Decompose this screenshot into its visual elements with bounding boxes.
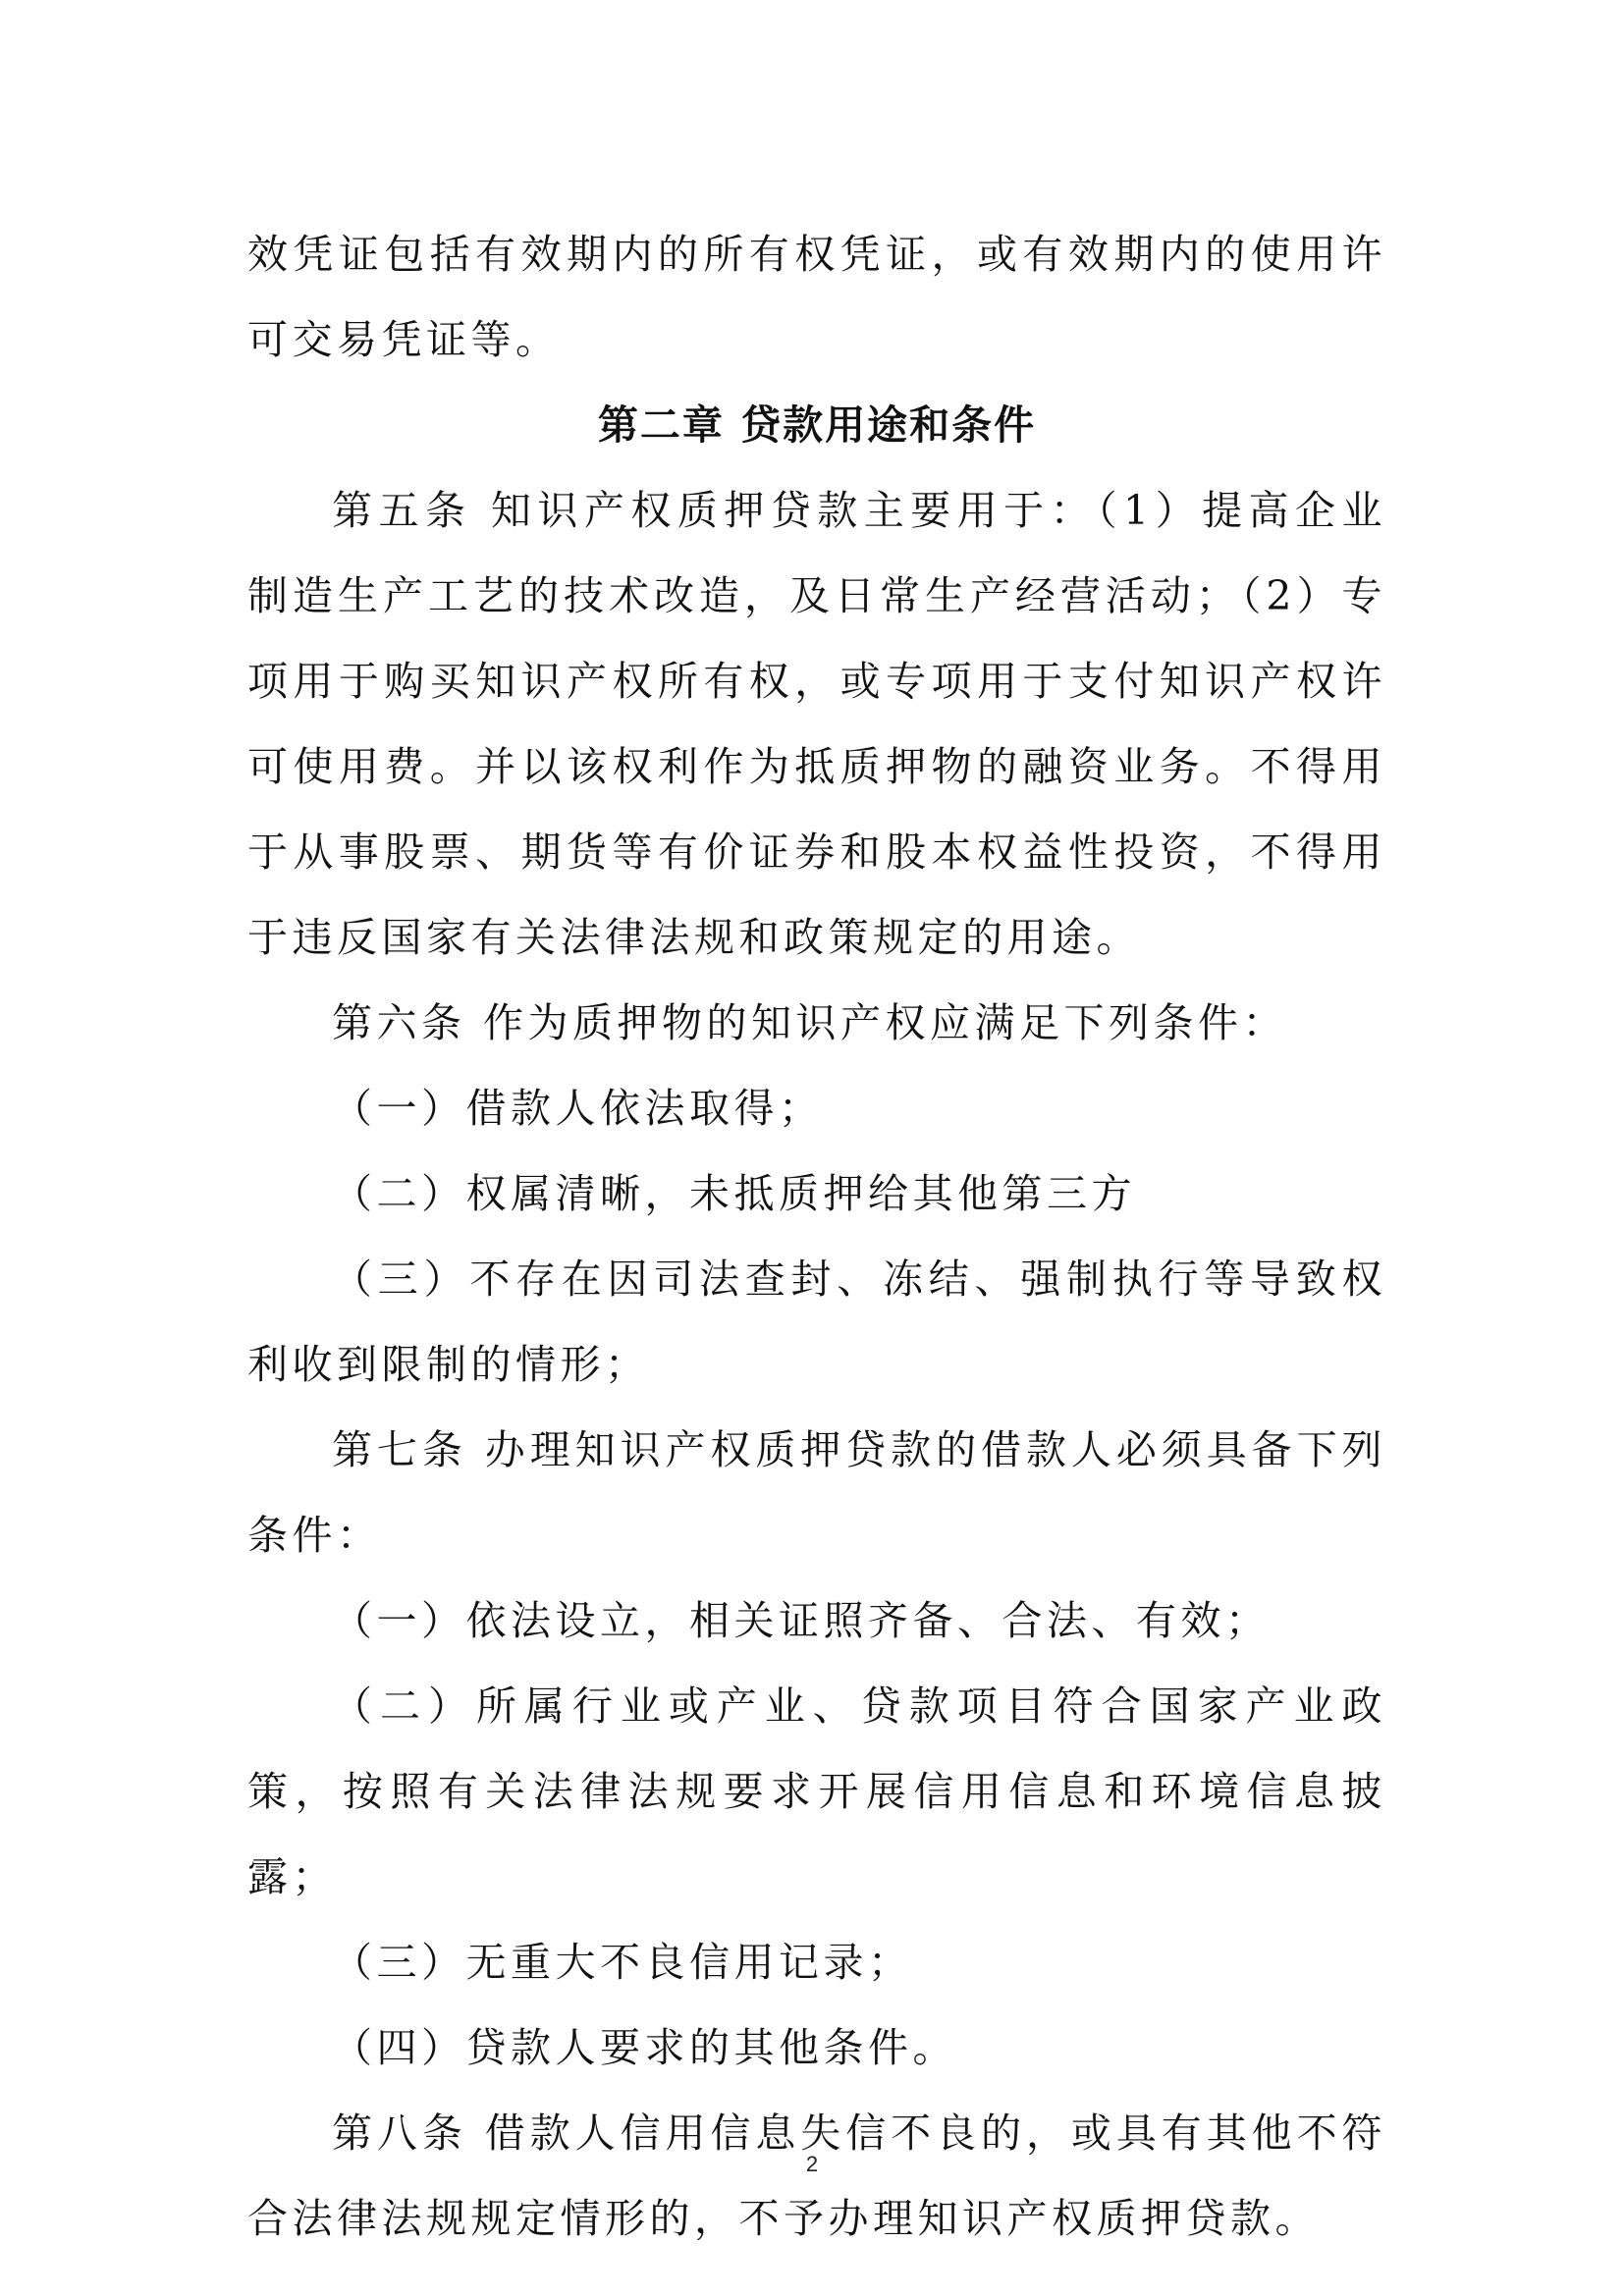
article-8: 第八条 借款人信用信息失信不良的，或具有其他不符合法律法规规定情形的，不予办理知识产权质押贷款。 <box>247 2109 1386 2242</box>
continued-paragraph: 效凭证包括有效期内的所有权凭证，或有效期内的使用许可交易凭证等。 <box>247 231 1386 363</box>
article-6-item-1: （一）借款人依法取得； <box>332 1085 824 1132</box>
article-6-item-3: （三）不存在因司法查封、冻结、强制执行等导致权利收到限制的情形； <box>247 1255 1386 1388</box>
chapter-title: 第二章 贷款用途和条件 <box>597 401 1037 449</box>
article-7-item-4: （四）贷款人要求的其他条件。 <box>332 2024 957 2071</box>
article-7-item-3: （三）无重大不良信用记录； <box>332 1939 913 1986</box>
article-7-item-2: （二）所属行业或产业、贷款项目符合国家产业政策，按照有关法律法规要求开展信用信息和环境信息披露； <box>247 1682 1386 1900</box>
page-number: 2 <box>805 2152 819 2176</box>
article-7-item-1: （一）依法设立，相关证照齐备、合法、有效； <box>332 1597 1271 1644</box>
article-5: 第五条 知识产权质押贷款主要用于：（1）提高企业制造生产工艺的技术改造，及日常生产经营活动；（2）专项用于购买知识产权所有权，或专项用于支付知识产权许可使用费。并以该权利作为抵质押物的融资业务。不得用于从事股票、期货等有价证券和股本权益性投资，不得用于违反国家有关法律法规和政策规定的用途。 <box>247 487 1386 961</box>
document-body <box>247 212 1386 2262</box>
article-7: 第七条 办理知识产权质押贷款的借款人必须具备下列条件： <box>247 1426 1386 1559</box>
article-6-item-2: （二）权属清晰，未抵质押给其他第三方 <box>332 1170 1136 1217</box>
article-6: 第六条 作为质押物的知识产权应满足下列条件： <box>332 999 1288 1046</box>
